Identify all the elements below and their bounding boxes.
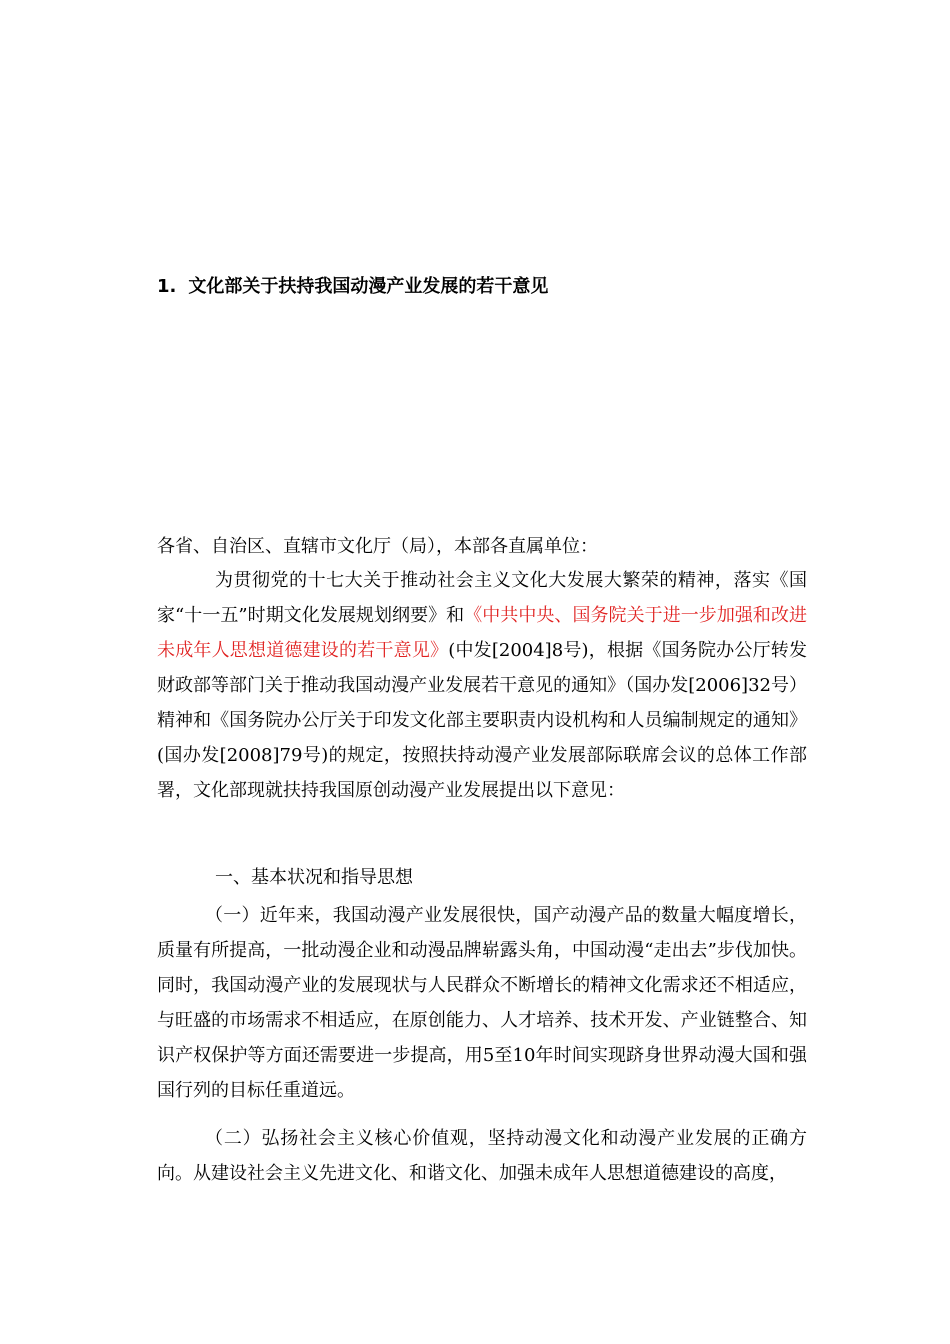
policy-document-link[interactable]: 《中共中央、国务院关于进一步加强和改进未成年人思想道德建设的若干意见》 xyxy=(157,605,807,661)
document-title xyxy=(157,272,548,298)
salutation: 各省、自治区、直辖市文化厅（局），本部各直属单位： xyxy=(157,536,598,557)
title-text: 文化部关于扶持我国动漫产业发展的若干意见 xyxy=(188,276,549,297)
section-heading: 一、基本状况和指导思想 xyxy=(215,867,413,888)
intro-paragraph xyxy=(157,563,807,808)
paragraph-item-2: （二）弘扬社会主义核心价值观，坚持动漫文化和动漫产业发展的正确方向。从建设社会主义先进文化、和谐文化、加强未成年人思想道德建设的高度， xyxy=(157,1128,807,1184)
title-number: 1. xyxy=(157,276,177,297)
intro-text-part2: (中发[2004]8号)，根据《国务院办公厅转发财政部等部门关于推动我国动漫产业发展若干意见的通知》（国办发[2006]32号）精神和《国务院办公厅关于印发文化部主要职责内设机构和人员编制规定的通知》(国办发[2008]79号)的规定，按照扶持动漫产业发展部际联席会议的总体工作部署，文化部现就扶持我国原创动漫产业发展提出以下意见： xyxy=(157,640,807,801)
intro-text-part1: 为贯彻党的十七大关于推动社会主义文化大发展大繁荣的精神，落实《国家“十一五”时期文化发展规划纲要》和 xyxy=(157,570,807,626)
paragraph-item-1: （一）近年来，我国动漫产业发展很快，国产动漫产品的数量大幅度增长，质量有所提高，一批动漫企业和动漫品牌崭露头角，中国动漫“走出去”步伐加快。同时，我国动漫产业的发展现状与人民群众不断增长的精神文化需求还不相适应，与旺盛的市场需求不相适应，在原创能力、人才培养、技术开发、产业链整合、知识产权保护等方面还需要进一步提高，用5至10年时间实现跻身世界动漫大国和强国行列的目标任重道远。 xyxy=(157,905,807,1101)
